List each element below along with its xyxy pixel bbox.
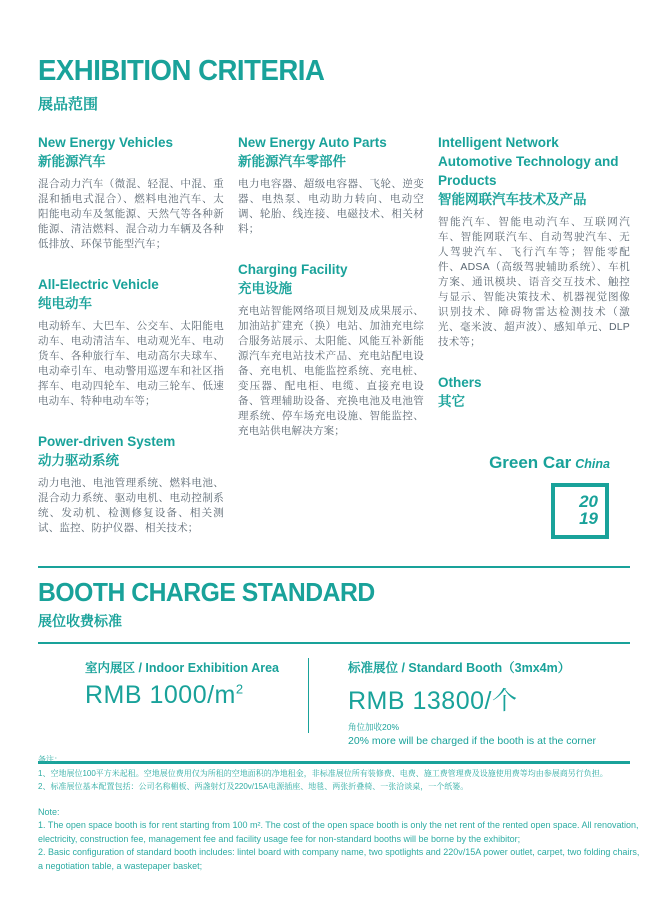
notes-section <box>38 753 640 873</box>
exhibition-criteria-header <box>38 55 339 114</box>
indoor-price-superscript: 2 <box>235 681 244 697</box>
section-title-zh: 智能网联汽车技术及产品 <box>438 192 587 207</box>
section-title-en: New Energy Vehicles <box>38 135 174 150</box>
section-title-zh: 新能源汽车 <box>38 154 106 169</box>
notes-en-item-2: 2. Basic configuration of standard booth includes: lintel board with company name, two spotlights and 220v/15A power outlet, carpet, two folding chairs, a negotiation table, a wastepaper basket; <box>38 847 640 871</box>
section-body: 动力电池、电池管理系统、燃料电池、混合动力系统、驱动电机、电动控制系统、发动机、检测修复设备、相关测试、监控、防护仪器、相关技术； <box>38 477 224 534</box>
corner-surcharge-en: 20% more will be charged if the booth is at the corner <box>348 735 597 747</box>
notes-en-title: Note: <box>38 806 60 817</box>
divider-top <box>38 566 630 568</box>
section-title-zh: 纯电动车 <box>38 296 92 311</box>
criteria-column-1 <box>38 133 224 559</box>
brand-region: China <box>575 457 610 471</box>
criteria-column-2 <box>238 133 424 559</box>
indoor-area-pricing <box>38 658 308 747</box>
section-title-zh: 充电设施 <box>238 281 292 296</box>
booth-charge-title-zh: 展位收费标准 <box>38 613 122 629</box>
section-title-zh: 其它 <box>438 394 465 409</box>
booth-charge-section <box>38 566 630 764</box>
standard-booth-price: RMB 13800/个 <box>348 687 518 715</box>
section-charging-facility <box>238 260 424 439</box>
exhibition-criteria-title-en: EXHIBITION CRITERIA <box>38 55 325 87</box>
notes-zh-item-2: 2、标准展位基本配置包括：公司名称楣板、两盏射灯及220v/15A电源插座、地毯、两张折叠椅、一张洽谈桌，一个纸篓。 <box>38 782 469 791</box>
notes-zh-title: 备注： <box>38 755 62 764</box>
standard-booth-pricing <box>309 658 630 747</box>
pricing-row <box>38 644 630 753</box>
year-2019-badge <box>551 483 609 539</box>
booth-charge-title-en: BOOTH CHARGE STANDARD <box>38 577 375 607</box>
notes-en-item-1: 1. The open space booth is for rent starting from 100 m². The cost of the open space booth is only the net rent of the rented open space. All renovation, electricity, construction fee, management fee and facility usage fee for non-standard booths will be borne by the exhibitor; <box>38 820 639 844</box>
section-all-electric-vehicle <box>38 275 224 409</box>
section-body: 充电站智能网络项目规划及成果展示、加油站扩建充（换）电站、加油充电综合服务站展示、太阳能、风能互补新能源汽车充电站技术产品、充电站配电设备、充电机、电能监控系统、充电桩、变压器、配电柜、电缆、直接充电设备、管理辅助设备、充换电池及电池管理系统、停车场充电设施、智能监控、充电站供电解决方案； <box>238 305 424 437</box>
section-title-en: Charging Facility <box>238 262 348 277</box>
indoor-price-text: RMB 1000/m <box>85 681 236 709</box>
section-others <box>438 373 630 411</box>
notes-zh <box>38 753 640 794</box>
brand-name: Green Car <box>489 453 572 472</box>
notes-en <box>38 806 640 874</box>
green-car-china-logo <box>440 453 610 473</box>
year-line-top: 20 <box>579 492 598 511</box>
section-title-en: New Energy Auto Parts <box>238 135 387 150</box>
section-title-en: Power-driven System <box>38 434 176 449</box>
section-body: 电动轿车、大巴车、公交车、太阳能电动车、电动清洁车、电动观光车、电动货车、各种旅行车、电动高尔夫球车、电动牵引车、电动警用巡逻车和社区指挥车、电动四轮车、电动三轮车、低速电动车、特种电动车等； <box>38 320 224 407</box>
section-body: 电力电容器、超级电容器、飞轮、逆变器、电热泵、电动助力转向、电动空调、轮胎、线连接、电磁技术、相关材料； <box>238 178 424 235</box>
section-power-driven-system <box>38 432 224 536</box>
criteria-columns <box>38 133 630 559</box>
section-title-en: Intelligent Network Automotive Technology and Products <box>438 135 619 188</box>
section-body: 混合动力汽车（微混、轻混、中混、重混和插电式混合）、燃料电池汽车、太阳能电动车及氢能源、天然气等各种新能源、清洁燃料、混合动力车辆及各种低排放、环保节能型汽车； <box>38 178 224 250</box>
standard-booth-label: 标准展位 / Standard Booth（3mx4m） <box>348 661 571 675</box>
section-new-energy-auto-parts <box>238 133 424 237</box>
indoor-area-label: 室内展区 / Indoor Exhibition Area <box>85 661 279 675</box>
exhibition-criteria-title-zh: 展品范围 <box>38 96 99 113</box>
year-line-bottom: 19 <box>579 509 598 528</box>
section-body: 智能汽车、智能电动汽车、互联网汽车、智能网联汽车、自动驾驶汽车、无人驾驶汽车、飞行汽车等；智能零配件、ADSA（高级驾驶辅助系统）、车机方案、通讯模块、语音交互技术、触控与显示、智能决策技术、机器视觉图像识别技术、障碍物雷达检测技术（激光、毫米波、超声波）、感知单元、DLP技术等； <box>438 216 630 348</box>
section-intelligent-network <box>438 133 630 350</box>
indoor-area-price <box>85 681 308 710</box>
section-title-zh: 动力驱动系统 <box>38 453 119 468</box>
section-title-zh: 新能源汽车零部件 <box>238 154 346 169</box>
section-title-en: All-Electric Vehicle <box>38 277 159 292</box>
corner-surcharge-zh: 角位加收20% <box>348 722 400 732</box>
section-title-en: Others <box>438 375 482 390</box>
section-new-energy-vehicles <box>38 133 224 252</box>
notes-zh-item-1: 1、空地展位100平方米起租。空地展位费用仅为所租的空地面积的净地租金，非标准展位所有装修费、电费、施工费管理费及设施使用费等均由参展商另行负担。 <box>38 768 608 778</box>
